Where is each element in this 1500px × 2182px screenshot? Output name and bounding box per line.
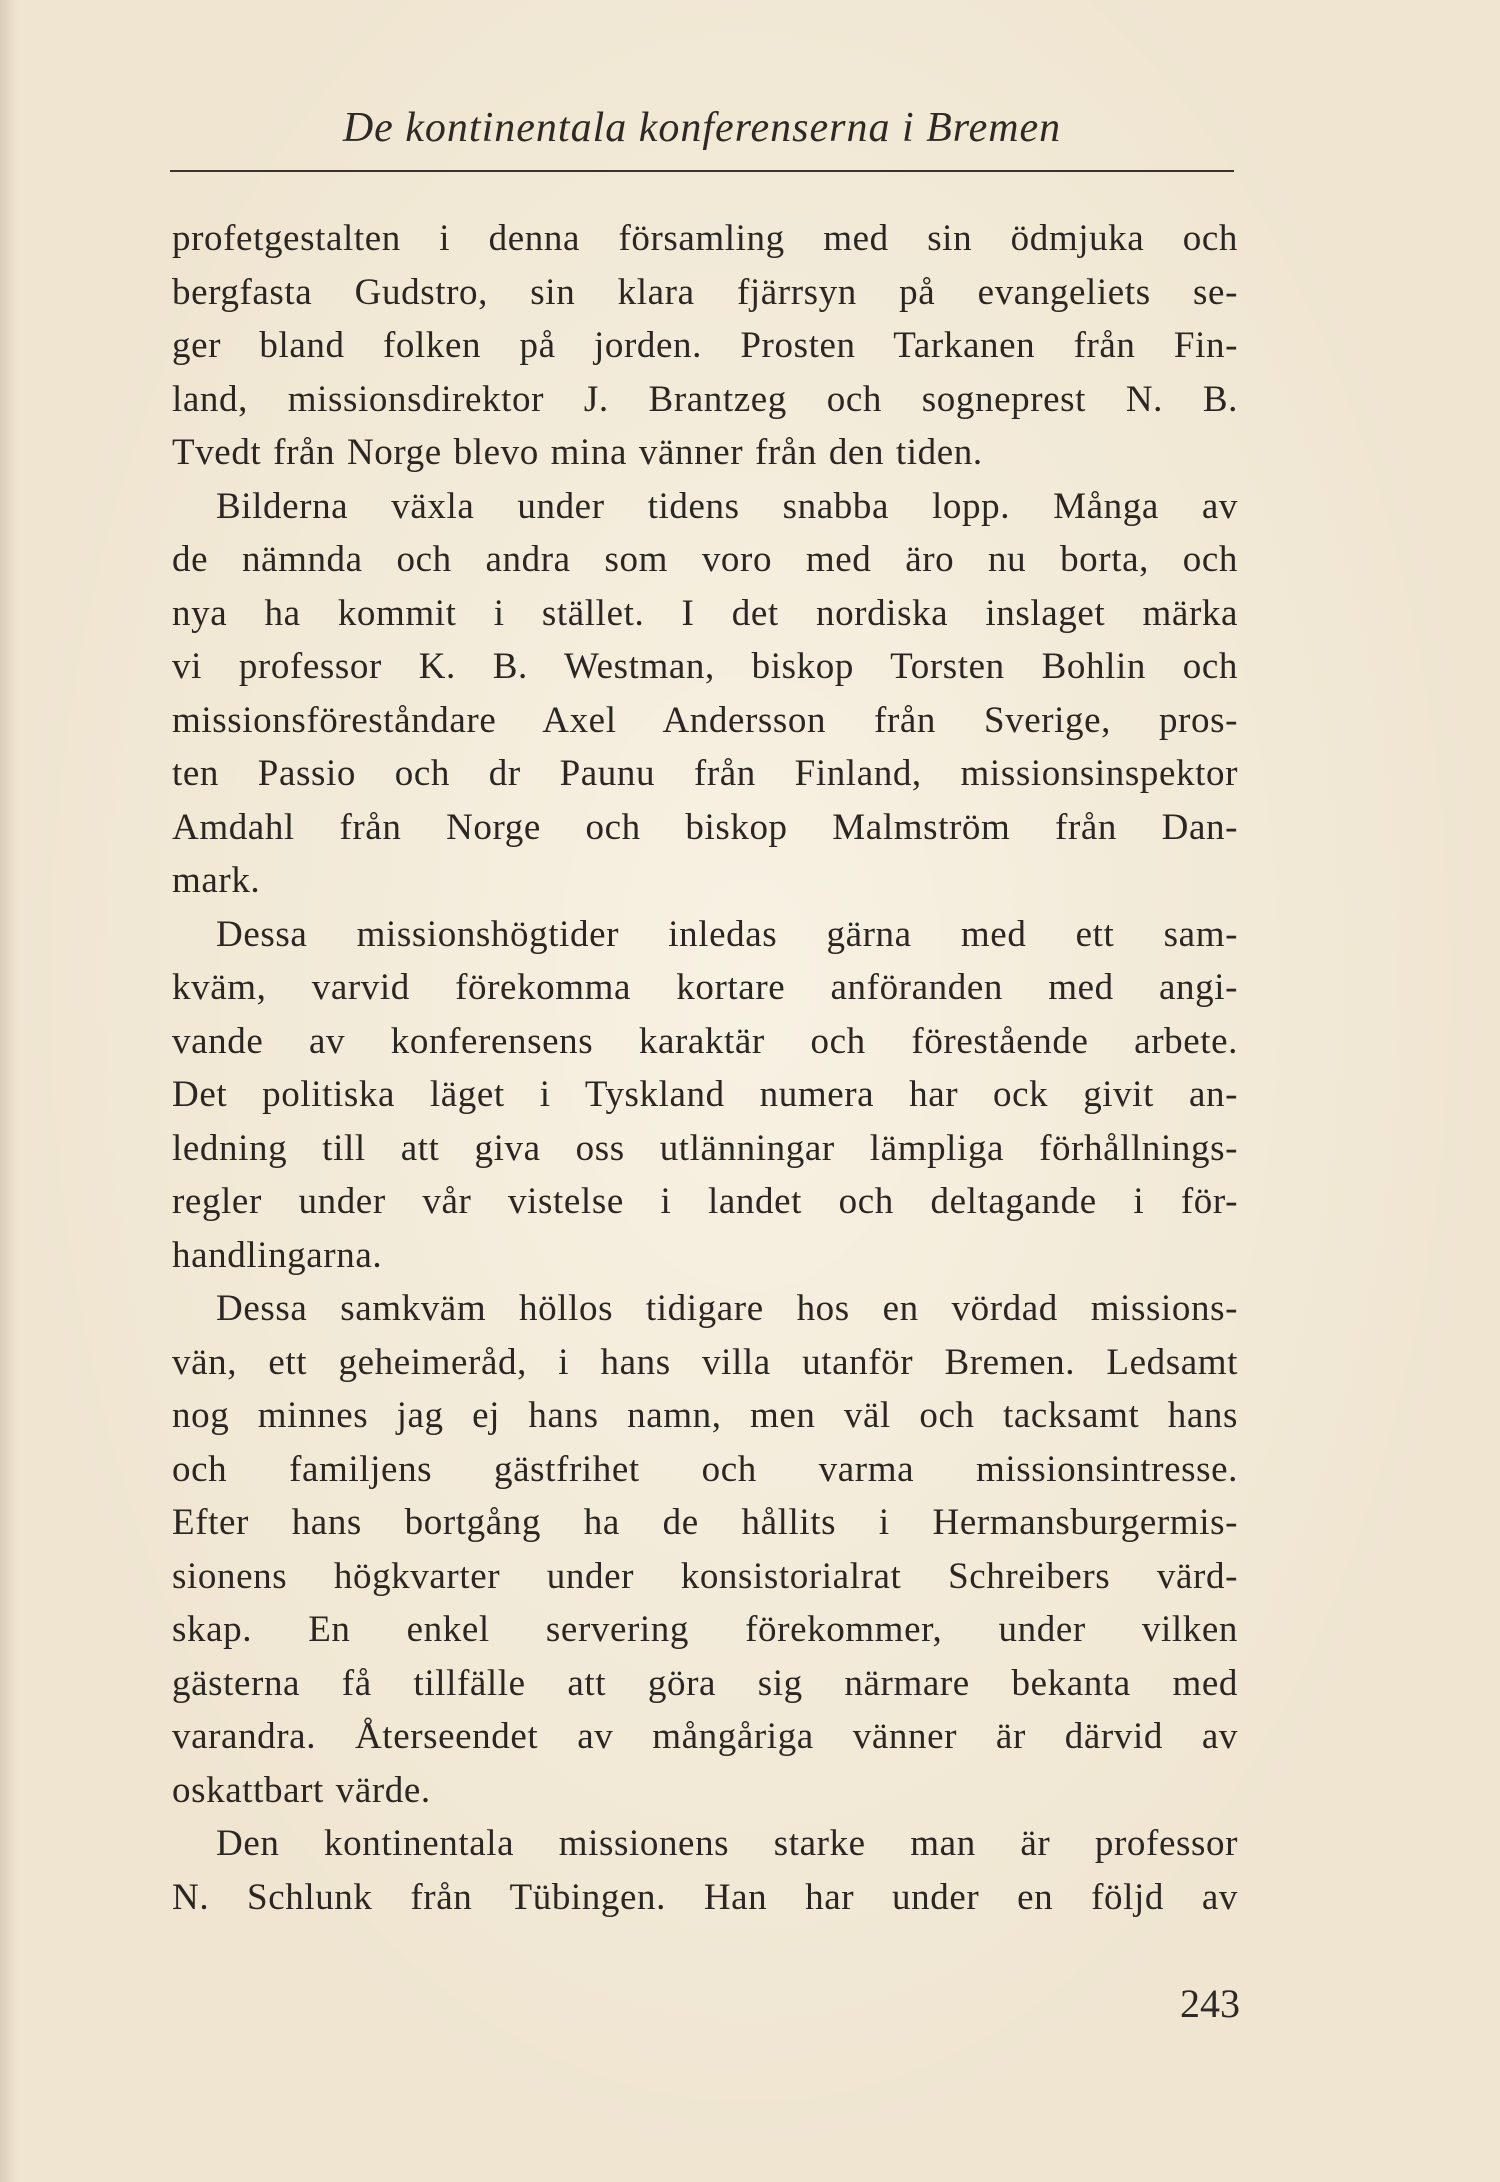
text-line: oskattbart värde.	[172, 1769, 431, 1811]
text-line: sionens högkvarter under konsistorialrat Schreibers värd-	[172, 1555, 1238, 1597]
text-line: skap. En enkel servering förekommer, under vilken	[172, 1609, 1238, 1650]
text-line: vande av konferensens karaktär och förestående arbete.	[172, 1020, 1238, 1062]
text-line: Efter hans bortgång ha de hållits i Hermansburgermis-	[172, 1502, 1238, 1543]
text-line: ger bland folken på jorden. Prosten Tarkanen från Fin-	[172, 325, 1238, 366]
page-number: 243	[1180, 1981, 1240, 2026]
text-line: nya ha kommit i stället. I det nordiska inslaget märka	[172, 592, 1238, 634]
text-line: nog minnes jag ej hans namn, men väl och tacksamt hans	[172, 1395, 1238, 1436]
page-gutter-shadow	[0, 0, 18, 2182]
text-line: handlingarna.	[172, 1234, 383, 1276]
text-line: Dessa samkväm höllos tidigare hos en vördad missions-	[216, 1288, 1238, 1329]
text-line: vän, ett geheimeråd, i hans villa utanför Bremen. Ledsamt	[172, 1341, 1238, 1383]
text-line: ten Passio och dr Paunu från Finland, missionsinspektor	[172, 753, 1238, 794]
text-line: N. Schlunk från Tübingen. Han har under en följd av	[172, 1876, 1238, 1918]
text-line: profetgestalten i denna församling med sin ödmjuka och	[172, 218, 1238, 259]
text-line: varandra. Återseendet av mångåriga vänner är därvid av	[172, 1716, 1238, 1757]
header-rule	[170, 170, 1234, 172]
text-line: de nämnda och andra som voro med äro nu borta, och	[172, 539, 1238, 580]
text-line: och familjens gästfrihet och varma missionsintresse.	[172, 1448, 1238, 1490]
text-line: Bilderna växla under tidens snabba lopp. Många av	[216, 485, 1238, 527]
text-line: Den kontinentala missionens starke man är professor	[216, 1823, 1238, 1864]
text-line: ledning till att giva oss utlänningar lämpliga förhållnings-	[172, 1127, 1238, 1169]
text-line: regler under vår vistelse i landet och deltagande i för-	[172, 1181, 1238, 1222]
text-line: missionsföreståndare Axel Andersson från Sverige, pros-	[172, 699, 1238, 741]
body-text	[172, 212, 1238, 1924]
text-line: land, missionsdirektor J. Brantzeg och sogneprest N. B.	[172, 378, 1238, 420]
text-line: Det politiska läget i Tyskland numera har ock givit an-	[172, 1074, 1238, 1115]
running-head: De kontinentala konferenserna i Bremen	[342, 105, 1062, 151]
text-line: vi professor K. B. Westman, biskop Torsten Bohlin och	[172, 646, 1238, 687]
text-line: gästerna få tillfälle att göra sig närmare bekanta med	[172, 1662, 1238, 1704]
text-line: kväm, varvid förekomma kortare anföranden med angi-	[172, 967, 1238, 1008]
text-line: Amdahl från Norge och biskop Malmström från Dan-	[172, 806, 1238, 848]
text-line: Dessa missionshögtider inledas gärna med ett sam-	[216, 913, 1238, 955]
text-line: bergfasta Gudstro, sin klara fjärrsyn på evangeliets se-	[172, 271, 1238, 313]
text-line: mark.	[172, 860, 261, 901]
text-line: Tvedt från Norge blevo mina vänner från den tiden.	[172, 432, 983, 473]
